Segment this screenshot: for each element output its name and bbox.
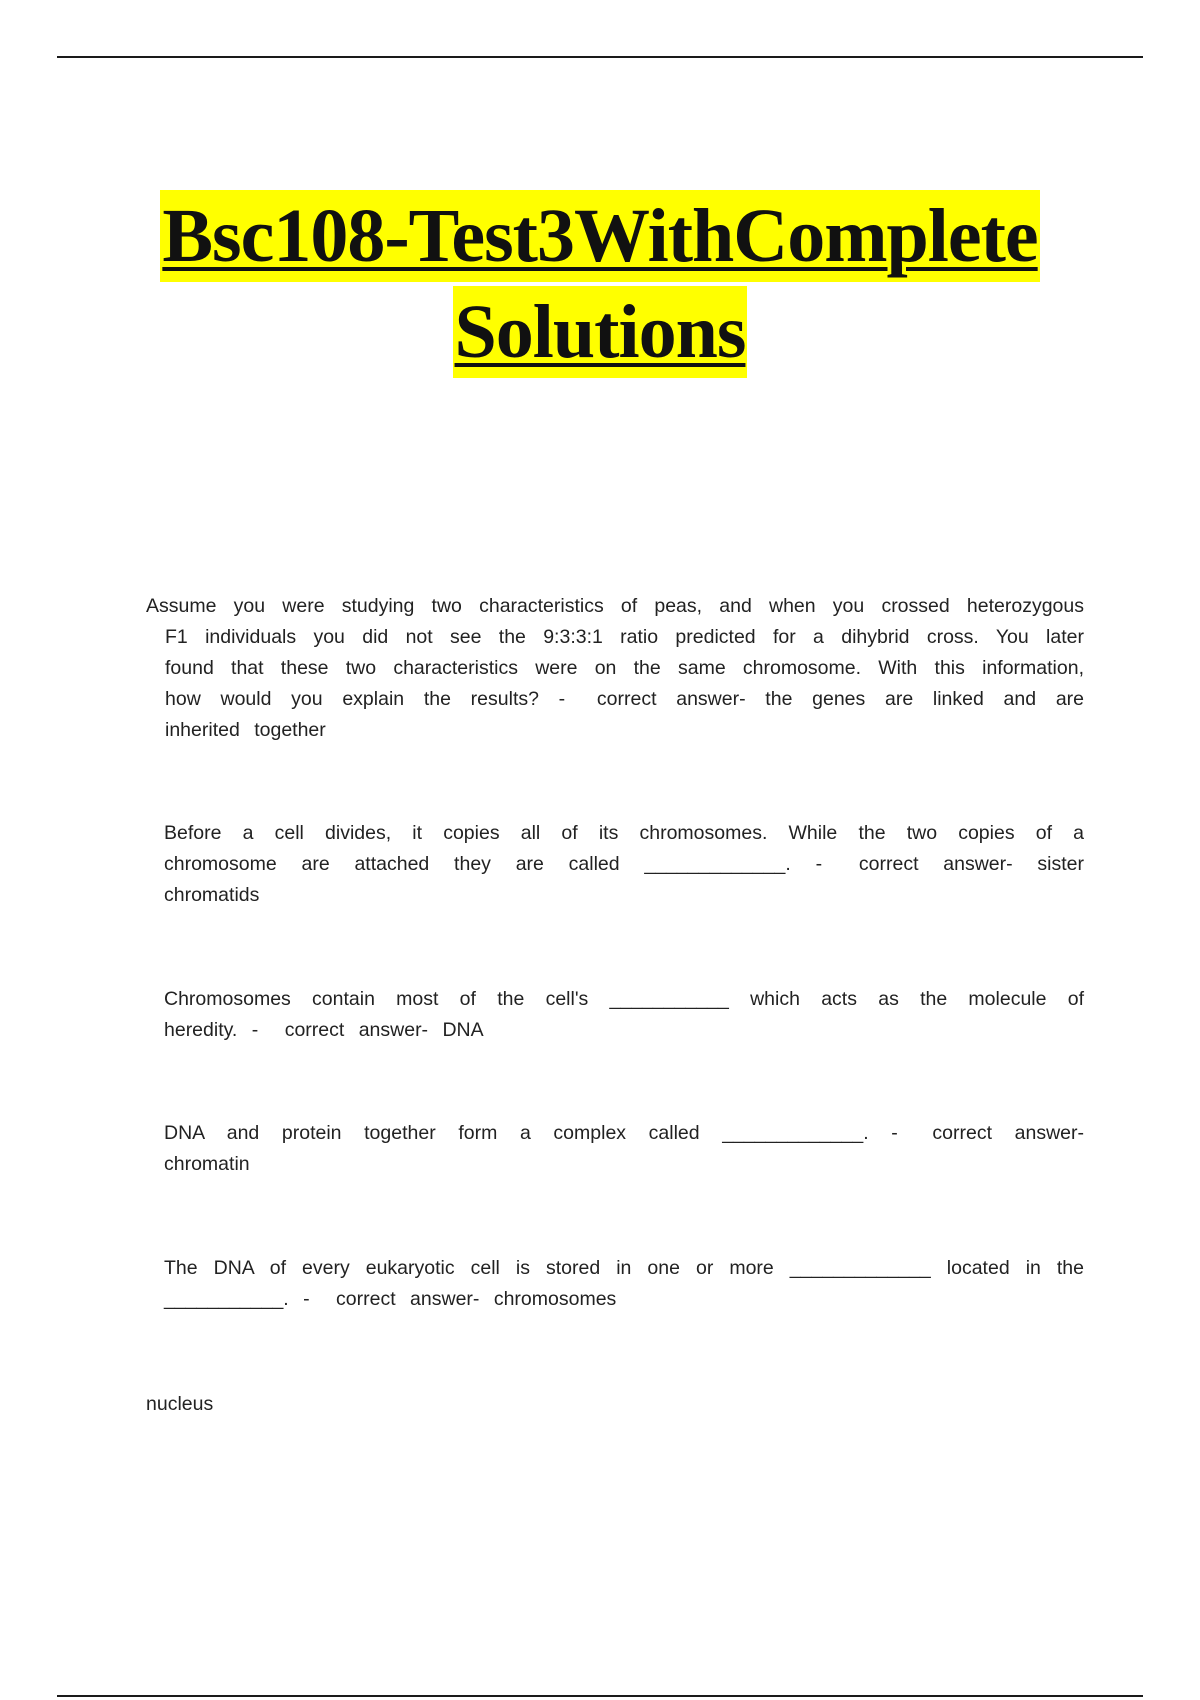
- answer-text: correct answer- chromatin: [164, 1122, 1085, 1175]
- title-line-1: Bsc108-Test3WithComplete: [160, 190, 1039, 282]
- answer-text: correct answer- the genes are linked and are inherited together: [165, 688, 1085, 741]
- answer-text: correct answer- sister chromatids: [164, 853, 1085, 906]
- header-rule: [57, 56, 1143, 58]
- document-title: [0, 190, 1200, 378]
- qa-item-3: [164, 984, 1084, 1046]
- question-text: Assume you were studying two characteristics of peas, and when you crossed heterozygous F1 individuals you did not see the 9:3:3:1 ratio predicted for a dihybrid cross. You later found that these two characteristics were on the same chromosome. With this information, how would you explain the results? -: [146, 595, 1084, 710]
- question-text: Chromosomes contain most of the cell's ___________ which acts as the molecule of heredity. -: [164, 988, 1084, 1041]
- trailing-answer-text: nucleus: [146, 1393, 214, 1415]
- qa-item-2: [164, 818, 1084, 911]
- qa-item-4: [164, 1118, 1084, 1180]
- answer-text: correct answer- DNA: [284, 1019, 484, 1041]
- qa-item-5: [164, 1253, 1084, 1315]
- question-text: DNA and protein together form a complex called _____________. -: [164, 1122, 898, 1144]
- qa-item-1: [146, 591, 1084, 746]
- footer-rule: [57, 1695, 1143, 1697]
- question-text: The DNA of every eukaryotic cell is stored in one or more _____________ located in the ___________. -: [164, 1257, 1084, 1310]
- answer-text: correct answer- chromosomes: [336, 1288, 617, 1310]
- question-text: Before a cell divides, it copies all of its chromosomes. While the two copies of a chromosome are attached they are called _____________. -: [164, 822, 1084, 875]
- title-line-2: Solutions: [453, 286, 748, 378]
